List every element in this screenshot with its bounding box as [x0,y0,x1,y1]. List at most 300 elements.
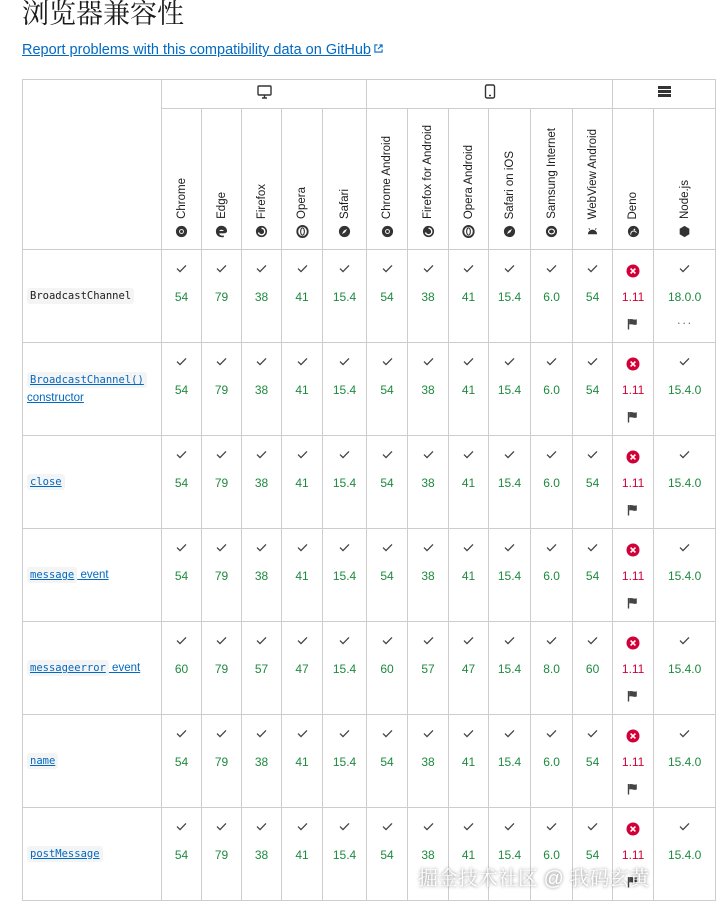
version-number: 6.0 [543,290,560,304]
check-icon [242,357,281,371]
feature-name-cell [23,436,162,529]
version-number: 38 [254,848,269,862]
support-cell[interactable] [654,715,716,808]
support-cell[interactable] [573,715,613,808]
check-icon [323,543,366,557]
feature-header-blank [23,80,162,250]
nodejs-icon [678,225,691,243]
version-number: 15.4.0 [667,755,702,769]
check-icon [242,450,281,464]
version-number: 47 [461,662,476,676]
browser-header [242,109,282,250]
support-cell[interactable] [408,436,449,529]
version-number: 15.4.0 [667,662,702,676]
version-number: 1.11 [621,476,645,490]
version-number: 15.4 [497,383,522,397]
support-cell[interactable] [323,622,367,715]
version-number: 41 [461,383,476,397]
compat-table [22,79,716,901]
support-cell[interactable] [573,622,613,715]
check-icon [449,729,488,743]
check-icon [367,543,407,557]
feature-suffix[interactable]: constructor [27,392,84,404]
browser-header [573,109,613,250]
check-icon [531,450,572,464]
version-number: 54 [174,848,189,862]
check-icon [162,636,201,650]
check-icon [449,543,488,557]
feature-code-name[interactable]: BroadcastChannel() [27,372,147,388]
support-cell[interactable] [531,529,573,622]
version-number: 38 [421,569,435,583]
version-number: 15.4 [497,848,522,862]
support-cell[interactable] [573,343,613,436]
check-icon [162,357,201,371]
support-cell[interactable] [202,715,242,808]
feature-row [23,250,716,343]
check-icon [202,357,241,371]
feature-name-cell [23,250,162,343]
version-number: 60 [585,662,600,676]
support-cell[interactable] [242,622,282,715]
support-cell[interactable] [242,715,282,808]
support-cell[interactable] [367,529,408,622]
support-cell[interactable] [489,250,531,343]
support-cell[interactable] [162,808,202,901]
version-number: 60 [174,662,189,676]
flag-icon [613,411,653,425]
support-cell[interactable] [489,529,531,622]
check-icon [242,822,281,836]
version-number: 54 [585,290,600,304]
support-cell[interactable] [654,529,716,622]
version-number: 41 [461,476,476,490]
version-number: 1.11 [621,848,645,862]
check-icon [202,543,241,557]
browser-header [408,109,449,250]
support-cell[interactable] [242,808,282,901]
report-link-text: Report problems with this compatibility data on GitHub [22,42,371,58]
version-number: 57 [421,662,435,676]
support-cell[interactable] [613,250,654,343]
check-icon [367,357,407,371]
support-cell[interactable] [531,343,573,436]
support-cell[interactable] [531,250,573,343]
check-icon [162,543,201,557]
check-icon [323,636,366,650]
check-icon [573,357,612,371]
check-icon [449,357,488,371]
support-cell[interactable] [202,808,242,901]
firefox-icon [422,225,435,243]
check-icon [408,543,448,557]
support-cell[interactable] [408,715,449,808]
check-icon [531,543,572,557]
version-number: 38 [421,848,435,862]
support-cell[interactable] [323,808,367,901]
version-number: 54 [174,476,189,490]
support-cell[interactable] [282,529,323,622]
check-icon [323,450,366,464]
platform-group-mobile [367,80,613,109]
version-number: 54 [174,383,189,397]
version-number: 6.0 [543,569,560,583]
check-icon [202,450,241,464]
version-number: 1.11 [621,290,645,304]
check-icon [573,264,612,278]
browser-header [162,109,202,250]
check-icon [162,450,201,464]
version-number: 79 [214,755,229,769]
version-number: 41 [461,848,476,862]
support-cell[interactable] [489,436,531,529]
version-number: 41 [461,569,476,583]
version-number: 15.4 [497,290,522,304]
support-cell[interactable] [202,343,242,436]
page-title: 浏览器兼容性 [22,0,184,29]
check-icon [489,357,530,371]
support-cell[interactable] [408,250,449,343]
support-cell[interactable] [367,808,408,901]
version-number: 1.11 [621,569,645,583]
version-number: 15.4 [497,569,522,583]
version-number: 15.4 [332,569,357,583]
check-icon [162,264,201,278]
support-cell[interactable] [282,622,323,715]
support-cell[interactable] [489,343,531,436]
version-number: 41 [295,848,309,862]
check-icon [408,822,448,836]
check-icon [282,822,322,836]
version-number: 6.0 [543,848,560,862]
support-cell[interactable] [489,622,531,715]
support-cell[interactable] [367,250,408,343]
feature-code-name[interactable]: messageerror [27,660,109,676]
check-icon [367,822,407,836]
support-cell[interactable] [449,343,489,436]
check-icon [489,636,530,650]
check-icon [282,729,322,743]
check-icon [489,822,530,836]
support-cell[interactable] [282,436,323,529]
support-cell[interactable] [282,343,323,436]
version-number: 54 [380,755,394,769]
version-number: 41 [461,290,476,304]
support-cell[interactable] [323,529,367,622]
version-number: 15.4.0 [667,569,702,583]
platform-group-row [23,80,716,109]
support-cell[interactable] [531,622,573,715]
check-icon [573,729,612,743]
support-cell[interactable] [654,343,716,436]
browser-name: WebView Android [586,128,599,219]
browser-name: Deno [627,191,640,219]
check-icon [489,729,530,743]
browser-name: Edge [215,192,228,219]
external-link-icon [374,44,383,53]
browser-name: Chrome [175,178,188,219]
support-cell[interactable] [323,250,367,343]
feature-code-name[interactable]: postMessage [27,846,103,862]
check-icon [573,543,612,557]
no-support-icon [613,636,653,650]
check-icon [531,357,572,371]
browser-header [489,109,531,250]
check-icon [449,264,488,278]
version-number: 79 [214,383,229,397]
feature-name-cell [23,529,162,622]
no-support-icon [613,357,653,371]
android-icon [586,225,599,243]
browser-header [323,109,367,250]
support-cell[interactable] [242,343,282,436]
support-cell[interactable] [531,715,573,808]
no-support-icon [613,450,653,464]
platform-group-desktop [162,80,367,109]
support-cell[interactable] [162,529,202,622]
version-number: 6.0 [543,476,560,490]
version-number: 38 [254,476,269,490]
check-icon [367,264,407,278]
browser-name: Opera [296,187,308,219]
support-cell[interactable] [282,808,323,901]
check-icon [654,636,715,650]
feature-code-name[interactable]: close [27,474,65,490]
support-cell[interactable] [654,808,716,901]
check-icon [162,729,201,743]
browser-name: Firefox for Android [422,125,435,219]
check-icon [408,357,448,371]
check-icon [323,357,366,371]
version-number: 41 [461,755,476,769]
check-icon [573,822,612,836]
support-cell[interactable] [531,436,573,529]
check-icon [242,729,281,743]
support-cell[interactable] [613,622,654,715]
safari-icon [503,225,516,243]
feature-suffix[interactable]: event [108,662,141,674]
check-icon [531,264,572,278]
support-cell[interactable] [282,715,323,808]
browser-name: Samsung Internet [545,128,558,219]
support-cell[interactable] [323,436,367,529]
version-number: 54 [380,848,394,862]
check-icon [573,636,612,650]
check-icon [367,450,407,464]
support-cell[interactable] [367,622,408,715]
support-cell[interactable] [449,436,489,529]
version-number: 79 [214,662,229,676]
version-number: 15.4 [332,755,357,769]
browser-header [449,109,489,250]
version-number: 15.4 [332,476,357,490]
report-problems-link[interactable] [22,42,383,58]
version-number: 1.11 [621,662,645,676]
support-cell[interactable] [367,715,408,808]
support-cell[interactable] [573,529,613,622]
browser-header [202,109,242,250]
check-icon [323,729,366,743]
browser-name: Safari [338,188,351,219]
check-icon [202,636,241,650]
check-icon [323,822,366,836]
support-cell[interactable] [613,715,654,808]
version-number: 54 [380,476,394,490]
flag-icon [613,597,653,611]
version-number: 54 [380,569,394,583]
check-icon [573,450,612,464]
flag-icon [613,783,653,797]
version-number: 38 [421,476,435,490]
chrome-icon [175,225,188,243]
version-number: 15.4.0 [667,383,702,397]
check-icon [202,264,241,278]
support-cell[interactable] [282,250,323,343]
watermark: 掘金技术社区 @ 我码玄黄 [418,868,650,890]
no-support-icon [613,822,653,836]
support-cell[interactable] [162,343,202,436]
support-cell[interactable] [408,343,449,436]
opera-icon [462,225,475,243]
version-number: 8.0 [543,662,560,676]
version-number: 38 [254,383,269,397]
support-cell[interactable] [202,622,242,715]
edge-icon [215,225,228,243]
support-cell[interactable] [242,529,282,622]
more-notes-icon: ··· [676,315,693,330]
version-number: 47 [295,662,309,676]
check-icon [282,357,322,371]
version-number: 54 [585,755,600,769]
feature-code-name[interactable]: message [27,567,77,583]
support-cell[interactable] [367,343,408,436]
deno-icon [627,225,640,243]
feature-name-cell [23,808,162,901]
support-cell[interactable] [162,436,202,529]
support-cell[interactable] [449,622,489,715]
support-cell[interactable] [613,343,654,436]
support-cell[interactable] [449,715,489,808]
support-cell[interactable] [613,529,654,622]
version-number: 15.4 [497,755,522,769]
check-icon [282,450,322,464]
support-cell[interactable] [367,436,408,529]
no-support-icon [613,729,653,743]
flag-icon [613,318,653,332]
support-cell[interactable] [654,622,716,715]
version-number: 38 [254,755,269,769]
version-number: 54 [174,755,189,769]
version-number: 15.4 [332,662,357,676]
mobile-icon [484,86,496,103]
check-icon [449,450,488,464]
check-icon [282,543,322,557]
support-cell[interactable] [654,436,716,529]
support-cell[interactable] [654,250,716,343]
check-icon [162,822,201,836]
check-icon [282,264,322,278]
desktop-icon [257,86,272,103]
version-number: 79 [214,569,229,583]
no-support-icon [613,264,653,278]
version-number: 60 [380,662,394,676]
check-icon [449,822,488,836]
support-cell[interactable] [449,250,489,343]
support-cell[interactable] [408,529,449,622]
check-icon [242,264,281,278]
support-cell[interactable] [162,250,202,343]
feature-row [23,343,716,436]
version-number: 54 [174,569,189,583]
safari-icon [338,225,351,243]
flag-icon [613,690,653,704]
support-cell[interactable] [202,436,242,529]
check-icon [654,450,715,464]
version-number: 54 [380,383,394,397]
check-icon [531,729,572,743]
support-cell[interactable] [449,529,489,622]
version-number: 15.4.0 [667,848,702,862]
feature-code-name: BroadcastChannel [27,288,134,304]
check-icon [654,357,715,371]
feature-suffix[interactable]: event [77,569,109,581]
browser-header [654,109,716,250]
support-cell[interactable] [242,436,282,529]
support-cell[interactable] [573,436,613,529]
support-cell[interactable] [323,343,367,436]
version-number: 38 [421,383,435,397]
support-cell[interactable] [242,250,282,343]
support-cell[interactable] [489,715,531,808]
check-icon [489,264,530,278]
check-icon [408,450,448,464]
support-cell[interactable] [162,715,202,808]
browser-name: Firefox [255,183,268,219]
feature-code-name[interactable]: name [27,753,58,769]
server-icon [657,85,672,102]
version-number: 41 [295,569,309,583]
support-cell[interactable] [323,715,367,808]
check-icon [202,729,241,743]
check-icon [408,729,448,743]
feature-name-cell [23,715,162,808]
support-cell[interactable] [162,622,202,715]
feature-row [23,436,716,529]
browser-name: Chrome Android [381,135,394,219]
check-icon [531,636,572,650]
support-cell[interactable] [613,436,654,529]
check-icon [367,729,407,743]
check-icon [323,264,366,278]
version-number: 38 [421,755,435,769]
check-icon [654,822,715,836]
support-cell[interactable] [202,250,242,343]
version-number: 15.4 [332,383,357,397]
support-cell[interactable] [202,529,242,622]
version-number: 15.4 [332,848,357,862]
support-cell[interactable] [573,250,613,343]
feature-row [23,529,716,622]
version-number: 54 [585,569,600,583]
samsung-icon [545,225,558,243]
version-number: 38 [421,290,435,304]
platform-group-server [613,80,716,109]
check-icon [654,543,715,557]
check-icon [242,636,281,650]
version-number: 1.11 [621,755,645,769]
support-cell[interactable] [408,622,449,715]
browser-header [531,109,573,250]
